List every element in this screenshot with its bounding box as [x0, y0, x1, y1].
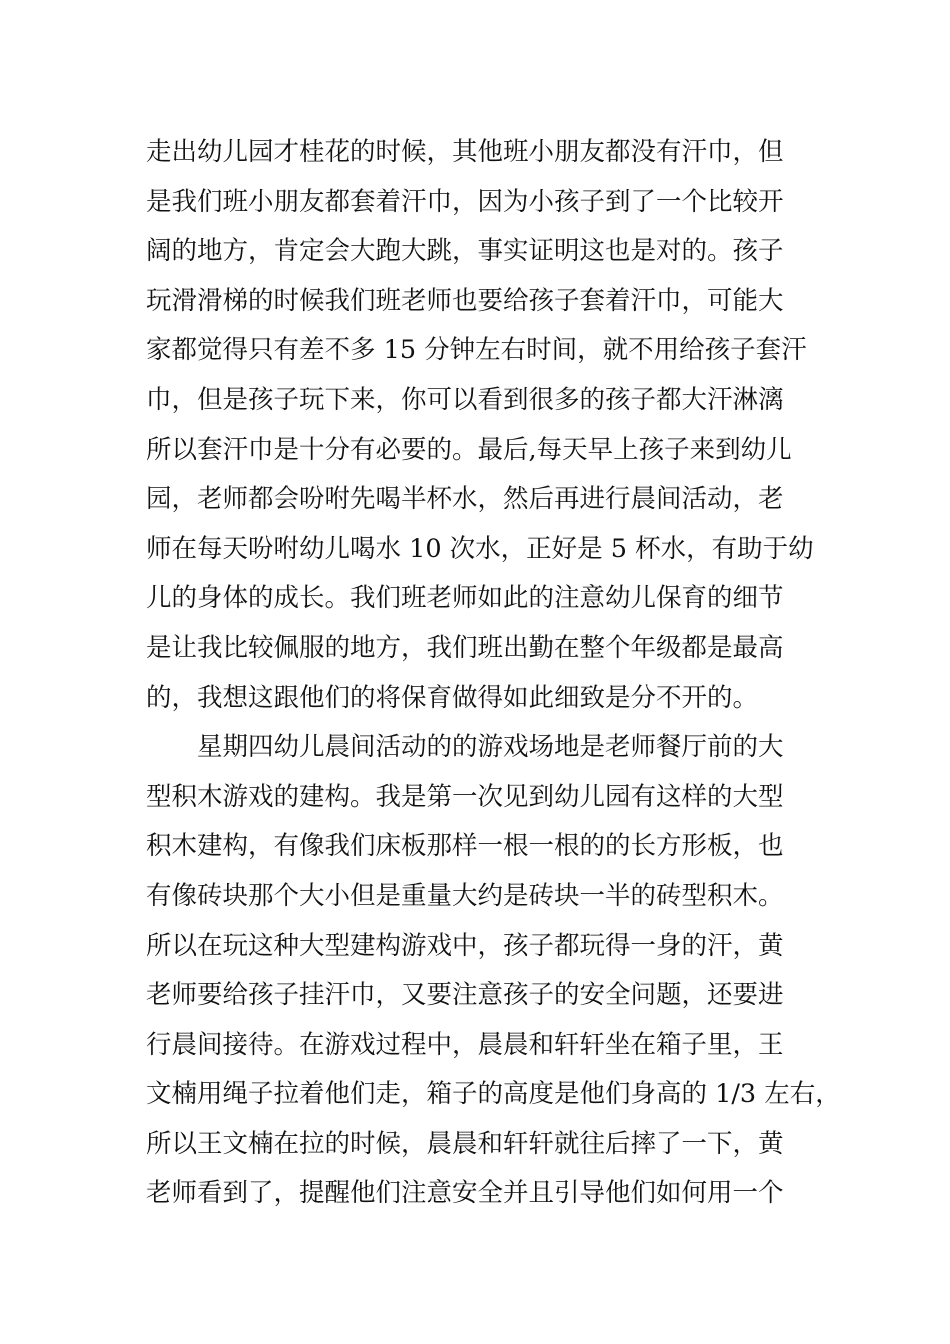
- text-line: 儿的身体的成长。我们班老师如此的注意幼儿保育的细节: [146, 583, 784, 614]
- text-line: 所以在玩这种大型建构游戏中，孩子都玩得一身的汗，黄: [146, 930, 784, 961]
- text-line: 是我们班小朋友都套着汗巾，因为小孩子到了一个比较开: [146, 186, 784, 217]
- text-line: 的，我想这跟他们的将保育做得如此细致是分不开的。: [146, 682, 759, 713]
- text-line: 老师看到了，提醒他们注意安全并且引导他们如何用一个: [146, 1178, 784, 1209]
- text-line: 星期四幼儿晨间活动的的游戏场地是老师餐厅前的大: [146, 732, 784, 763]
- text-line: 老师要给孩子挂汗巾，又要注意孩子的安全问题，还要进: [146, 980, 784, 1011]
- text-line: 积木建构，有像我们床板那样一根一根的的长方形板，也: [146, 831, 784, 862]
- text-line: 型积木游戏的建构。我是第一次见到幼儿园有这样的大型: [146, 781, 784, 812]
- text-line: 师在每天吩咐幼儿喝水 10 次水，正好是 5 杯水，有助于幼: [146, 533, 814, 564]
- text-line: 阔的地方，肯定会大跑大跳，事实证明这也是对的。孩子: [146, 236, 784, 267]
- text-line: 巾，但是孩子玩下来，你可以看到很多的孩子都大汗淋漓: [146, 384, 784, 415]
- text-line: 行晨间接待。在游戏过程中，晨晨和轩轩坐在箱子里，王: [146, 1029, 784, 1060]
- text-line: 玩滑滑梯的时候我们班老师也要给孩子套着汗巾，可能大: [146, 285, 784, 316]
- text-line: 有像砖块那个大小但是重量大约是砖块一半的砖型积木。: [146, 880, 784, 911]
- body-text: [146, 128, 841, 1219]
- text-line: 文楠用绳子拉着他们走，箱子的高度是他们身高的 1/3 左右，: [146, 1079, 841, 1110]
- text-line: 走出幼儿园才桂花的时候，其他班小朋友都没有汗巾，但: [146, 137, 784, 167]
- text-line: 是让我比较佩服的地方，我们班出勤在整个年级都是最高: [146, 632, 784, 663]
- text-line: 所以王文楠在拉的时候，晨晨和轩轩就往后摔了一下，黄: [146, 1128, 784, 1159]
- text-line: 家都觉得只有差不多 15 分钟左右时间，就不用给孩子套汗: [146, 335, 807, 366]
- text-line: 所以套汗巾是十分有必要的。最后,每天早上孩子来到幼儿: [146, 434, 792, 465]
- text-line: 园，老师都会吩咐先喝半杯水，然后再进行晨间活动，老: [146, 484, 784, 515]
